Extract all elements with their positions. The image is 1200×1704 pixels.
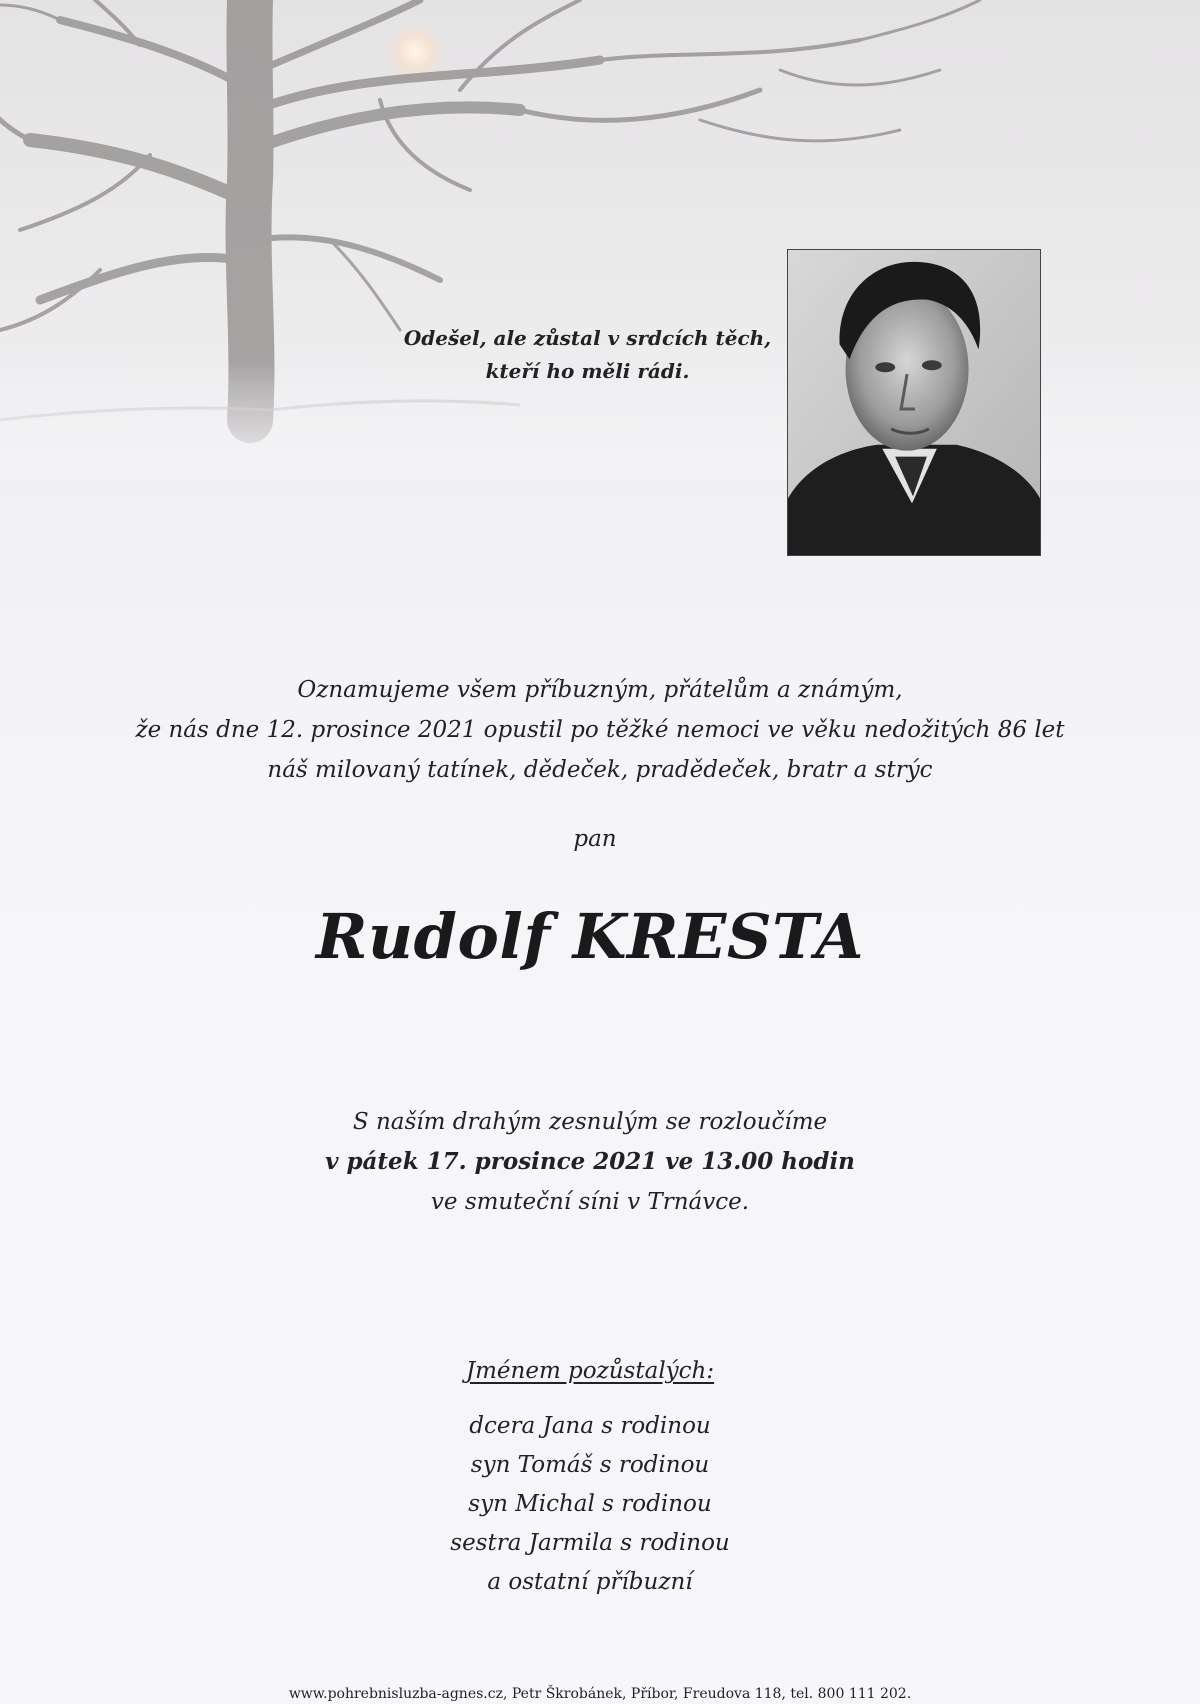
funeral-service-footer: www.pohrebnisluzba-agnes.cz, Petr Škrobánek, Příbor, Freudova 118, tel. 800 111 202. xyxy=(288,1686,912,1702)
quote-line-2: kteří ho měli rádi. xyxy=(485,359,690,383)
survivor-item: a ostatní příbuzní xyxy=(487,1569,693,1595)
announcement-line-2: že nás dne 12. prosince 2021 opustil po těžké nemoci ve věku nedožitých 86 let xyxy=(135,717,1065,743)
quote-line-1: Odešel, ale zůstal v srdcích těch, xyxy=(403,326,772,350)
farewell-date-time: v pátek 17. prosince 2021 ve 13.00 hodin xyxy=(325,1148,855,1175)
announcement-line-1: Oznamujeme všem příbuzným, přátelům a známým, xyxy=(297,677,903,703)
farewell-location: ve smuteční síni v Trnávce. xyxy=(430,1189,750,1215)
survivor-item: syn Michal s rodinou xyxy=(468,1491,712,1517)
survivor-item: dcera Jana s rodinou xyxy=(469,1413,711,1439)
announcement-line-3: náš milovaný tatínek, dědeček, pradědeček, bratr a strýc xyxy=(267,757,933,783)
survivor-item: syn Tomáš s rodinou xyxy=(470,1452,710,1478)
farewell-line-1: S naším drahým zesnulým se rozloučíme xyxy=(352,1109,828,1135)
announcement-text xyxy=(120,670,1080,790)
survivor-item: sestra Jarmila s rodinou xyxy=(450,1530,730,1556)
farewell-info xyxy=(200,1102,980,1222)
memorial-quote xyxy=(400,322,775,388)
survivors-list xyxy=(370,1407,810,1602)
deceased-name: Rudolf KRESTA xyxy=(316,900,864,973)
honorific: pan xyxy=(573,826,617,852)
survivors-heading: Jménem pozůstalých: xyxy=(465,1358,715,1384)
portrait-photo xyxy=(787,249,1041,556)
